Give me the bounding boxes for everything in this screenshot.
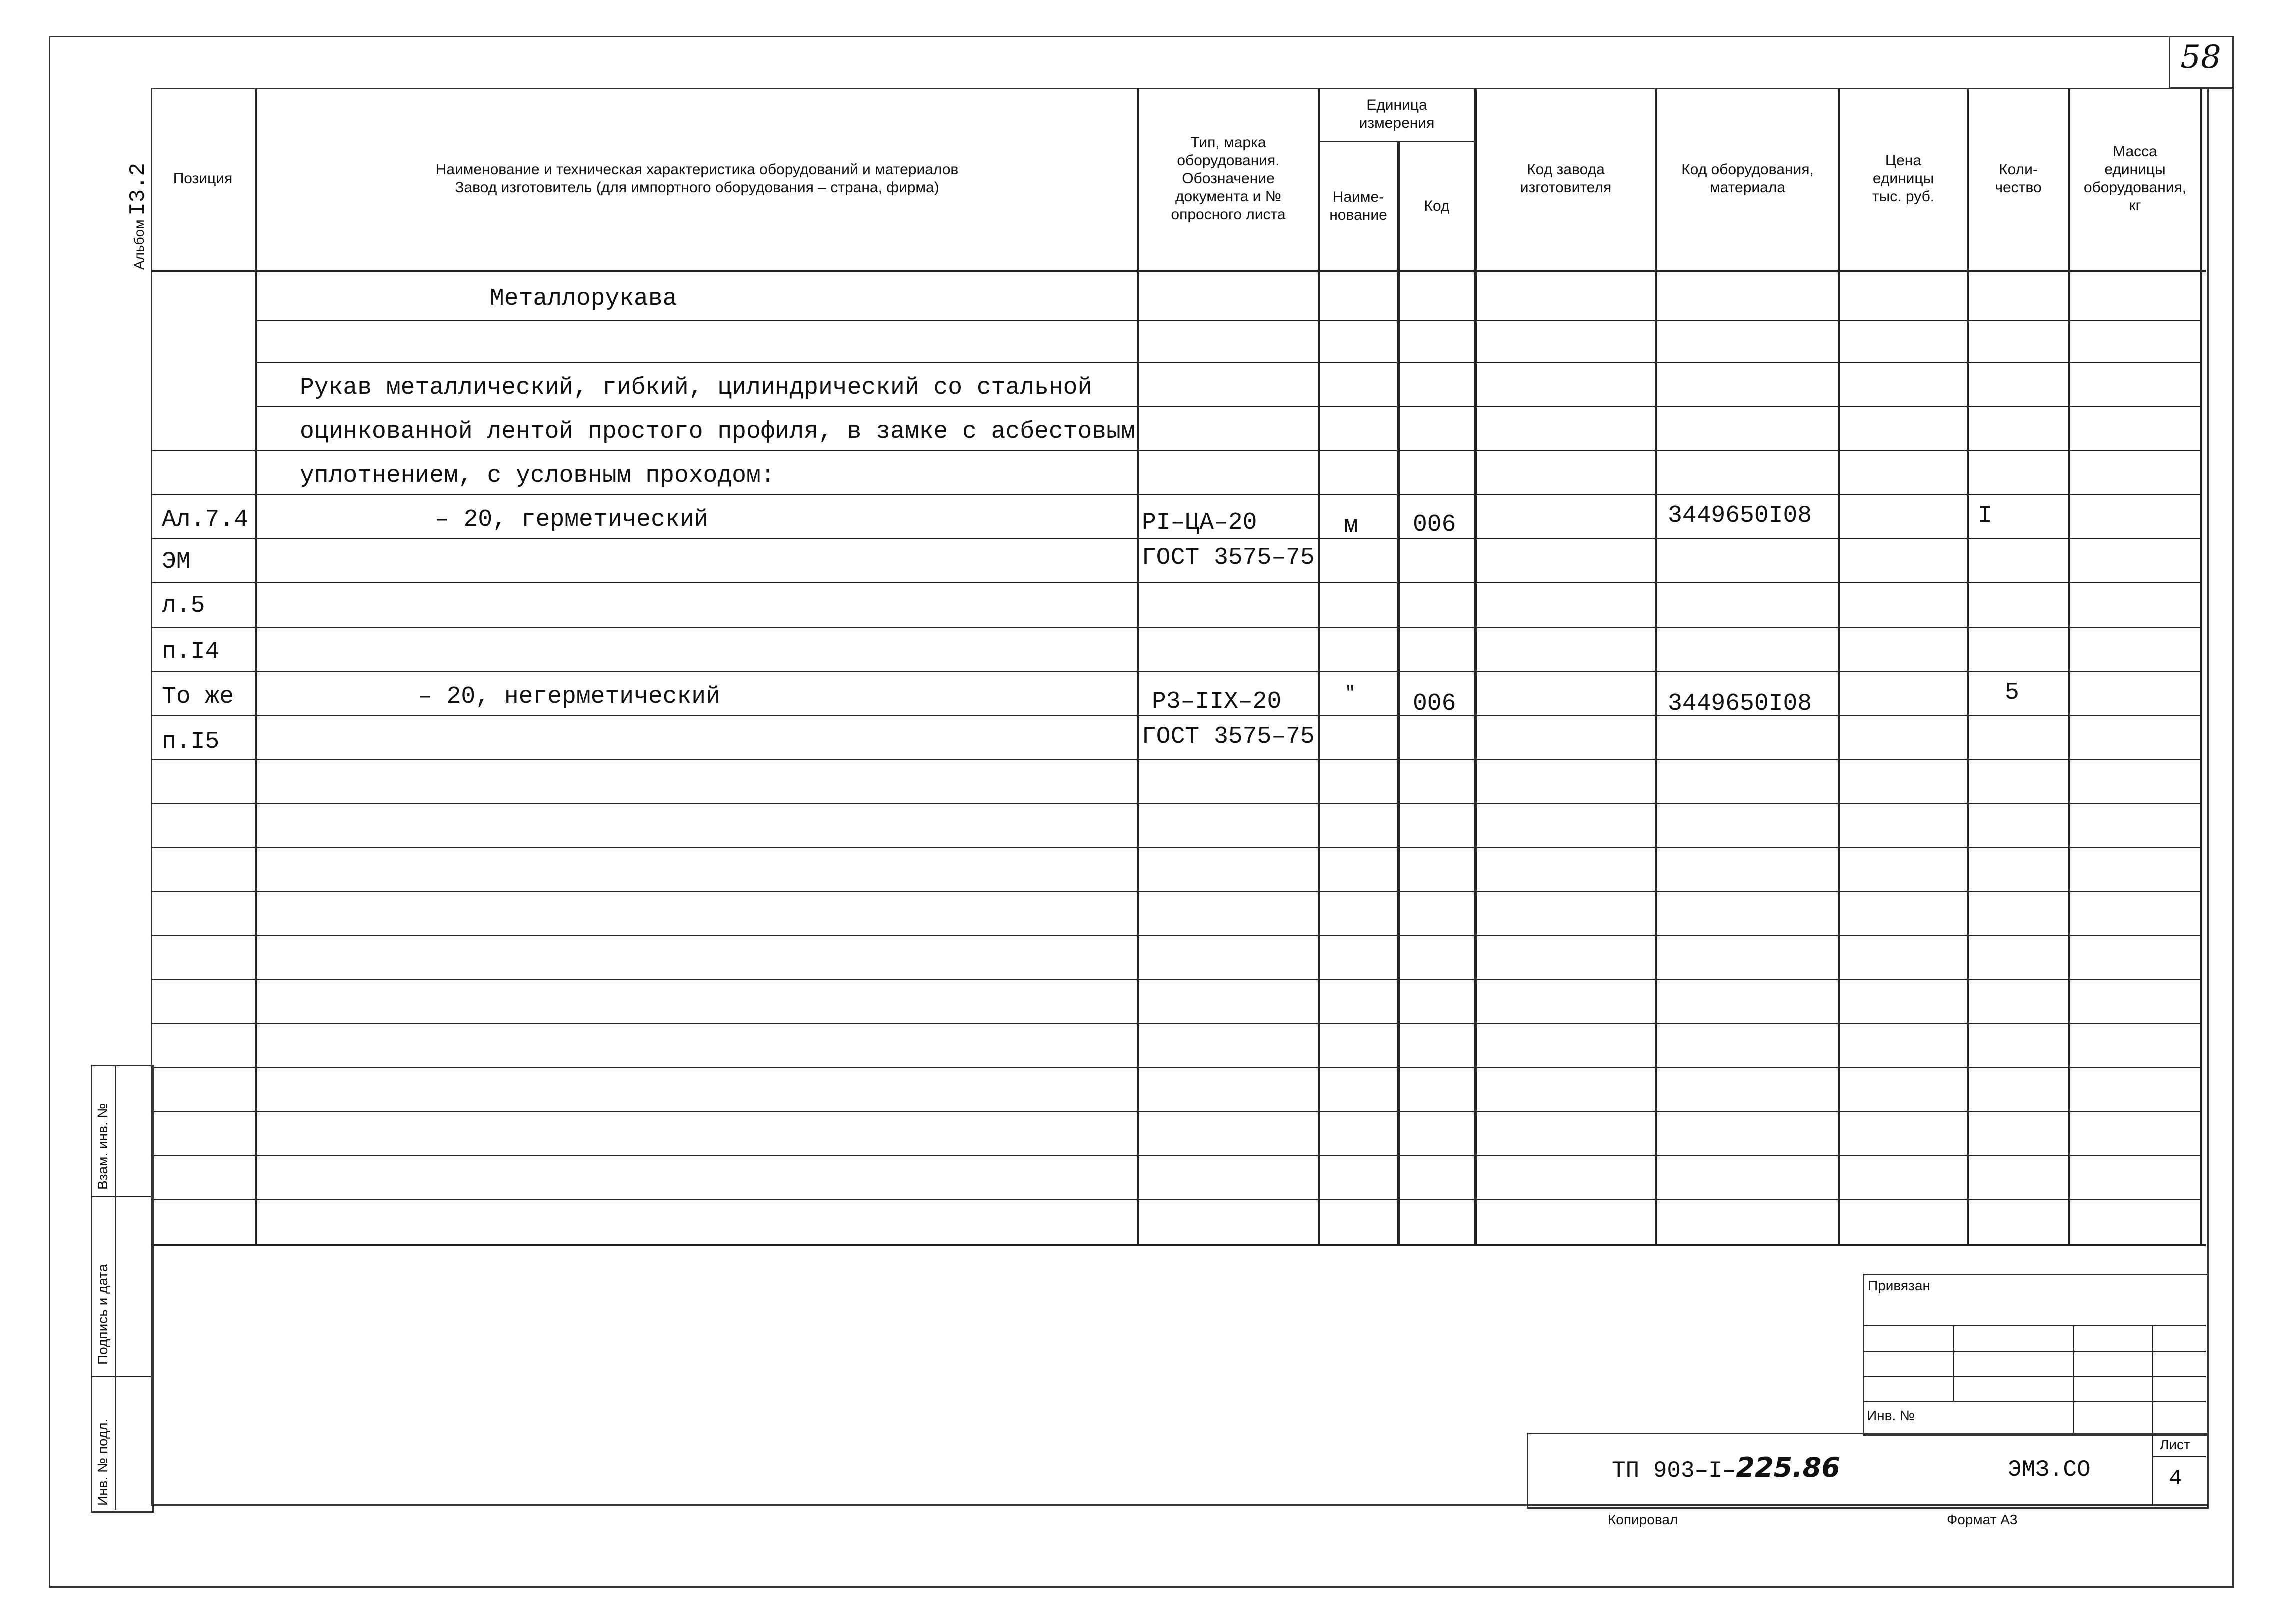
doc-mark: ЭМЗ.СО	[2008, 1457, 2091, 1483]
row-line-11	[151, 759, 2200, 760]
side-stamp-divider	[115, 1065, 116, 1510]
col-line-mass	[2200, 88, 2202, 1246]
side-stamp-line-2	[91, 1376, 151, 1378]
row5-type: P3–IIX–20	[1152, 688, 1282, 716]
row-line-5	[151, 494, 2200, 496]
kopiroval-label: Копировал	[1608, 1512, 1678, 1528]
table-bottom-line	[151, 1244, 2206, 1246]
row5-equip: 3449650I08	[1668, 690, 1812, 718]
album-word: Альбом	[132, 220, 147, 270]
row1-qty: I	[1978, 502, 1992, 530]
row1-unit: м	[1344, 512, 1358, 540]
format-label: Формат А3	[1947, 1512, 2018, 1528]
row5-pos: То же	[162, 684, 234, 710]
side-inv: Инв. № подл.	[95, 1418, 110, 1506]
page-number: 58	[2180, 39, 2222, 76]
desc-line-1: Рукав металлический, гибкий, цилиндрический со стальной	[300, 374, 1092, 402]
row-line-7	[151, 582, 2200, 584]
row-line-14	[151, 891, 2200, 892]
col-line-unitname	[1397, 141, 1400, 1246]
row-line-13	[151, 847, 2200, 848]
privyazan-line-2	[1863, 1351, 2206, 1352]
row1-pos: Ал.7.4	[162, 506, 248, 534]
side-podpis: Подпись и дата	[95, 1264, 110, 1365]
list-number: 4	[2169, 1466, 2182, 1492]
desc-line-3: уплотнением, с условным проходом:	[300, 462, 776, 490]
row-line-16	[151, 979, 2200, 980]
row-line-6	[151, 538, 2200, 540]
title-block-list-line	[2152, 1456, 2206, 1458]
list-label: Лист	[2160, 1437, 2190, 1452]
row2-type: ГОСТ 3575–75	[1142, 544, 1315, 572]
row3-pos: л.5	[162, 592, 206, 620]
row1-code: 006	[1413, 512, 1456, 538]
inv-no-label: Инв. №	[1867, 1408, 1916, 1424]
section-title: Металлорукава	[490, 286, 678, 312]
row5-name: – 20, негерметический	[418, 684, 720, 710]
row-line-1	[255, 320, 2200, 322]
row-line-20	[151, 1155, 2200, 1156]
album-number: I3.2	[126, 163, 151, 216]
header-unit-name: Наиме- нование	[1330, 188, 1388, 224]
header-name: Наименование и техническая характеристика оборудований и материалов Завод изготовитель (для импортного оборудования – страна, фирма)	[436, 162, 959, 196]
header-bottom-line	[151, 270, 2206, 272]
privyazan-col-2	[2073, 1325, 2074, 1433]
row-line-15	[151, 935, 2200, 936]
desc-line-2: оцинкованной лентой простого профиля, в замке с асбестовым	[300, 418, 1136, 446]
privyazan-line-3	[1863, 1376, 2206, 1378]
row1-type: PI–ЦА–20	[1142, 510, 1258, 536]
header-type: Тип, марка оборудования. Обозначение документа и № опросного листа	[1171, 134, 1286, 223]
title-block-list-divider	[2152, 1433, 2154, 1506]
privyazan-col-3	[2152, 1325, 2154, 1433]
row-line-2	[255, 362, 2200, 364]
row-line-3	[255, 406, 2200, 408]
row-line-17	[151, 1023, 2200, 1024]
row1-name: – 20, герметический	[435, 506, 709, 534]
row-line-8	[151, 627, 2200, 628]
row-line-4	[151, 450, 2200, 452]
header-pos: Позиция	[173, 170, 233, 187]
privyazan-line-1	[1863, 1325, 2206, 1326]
doc-prefix: ТП 903–I–	[1612, 1458, 1736, 1484]
privyazan-col-1	[1953, 1325, 1954, 1402]
header-unit-code: Код	[1424, 198, 1450, 214]
row5-unit: "	[1345, 684, 1356, 704]
doc-number	[1612, 1452, 1840, 1485]
row5-qty: 5	[2005, 680, 2020, 706]
row-line-9	[151, 671, 2200, 672]
header-equip-code: Код оборудования, материала	[1682, 162, 1814, 196]
row6-pos: п.I5	[162, 728, 220, 756]
side-vzam: Взам. инв. №	[95, 1103, 110, 1190]
row-line-21	[151, 1199, 2200, 1200]
doc-number-main: 225.86	[1736, 1452, 1840, 1484]
side-stamp-line-1	[91, 1196, 151, 1198]
header-factory-code: Код завода изготовителя	[1520, 162, 1612, 196]
privyazan-label: Привязан	[1868, 1278, 1930, 1294]
row6-type: ГОСТ 3575–75	[1142, 724, 1315, 750]
row-line-18	[151, 1067, 2200, 1068]
header-unit: Единица измерения	[1359, 97, 1435, 132]
privyazan-line-4	[1863, 1401, 2206, 1402]
row-line-12	[151, 803, 2200, 804]
header-price: Цена единицы тыс. руб.	[1872, 152, 1935, 205]
row2-pos: ЭМ	[162, 548, 191, 576]
header-qty: Коли- чество	[1995, 162, 2042, 196]
header-mass: Масса единицы оборудования, кг	[2084, 144, 2187, 214]
album-label	[126, 163, 151, 270]
row4-pos: п.I4	[162, 638, 220, 666]
row-line-19	[151, 1111, 2200, 1112]
row5-code: 006	[1413, 690, 1456, 718]
row1-equip: 3449650I08	[1668, 502, 1812, 530]
